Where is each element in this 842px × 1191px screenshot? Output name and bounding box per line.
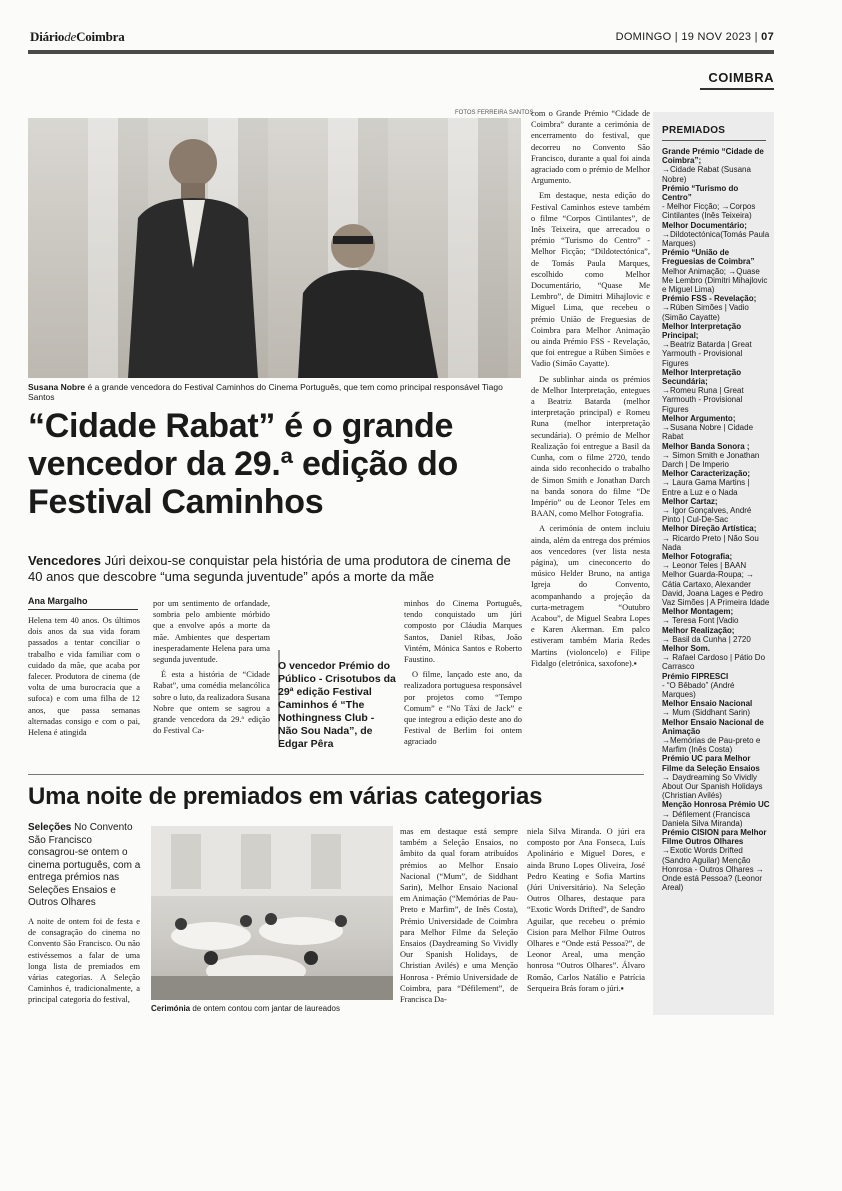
byline: Ana Margalho (28, 596, 88, 606)
award-category: Melhor Interpretação Secundária; (662, 367, 742, 387)
article-column-1 (28, 615, 140, 742)
award-winner: →Dildotectónica(Tomás Paula Marques) (662, 229, 770, 249)
caption-label: Cerimónia (151, 1004, 191, 1013)
award-item (662, 442, 770, 470)
award-item (662, 800, 770, 828)
awards-list (662, 147, 770, 892)
award-winner: →Beatriz Batarda | Great Yarmouth - Provisional Figures (662, 340, 752, 368)
award-category: Menção Honrosa Prémio UC (662, 800, 770, 810)
award-winner: → Mum (Siddhant Sarin) (662, 708, 751, 718)
award-winner: →Exotic Words Drifted (Sandro Aguilar) Menção Honrosa - Outros Olhares → Onde está Pessoa? (Leonor Areal) (662, 846, 764, 893)
award-item (662, 718, 770, 755)
pullquote: O vencedor Prémio do Público - Crisotubos da 29ª edição Festival Caminhos é “The Nothingness Club - Não Sou Nada”, de Edgar Pêra (278, 660, 396, 750)
award-category: Melhor Realização; (662, 625, 735, 635)
award-item (662, 644, 770, 672)
award-winner: →Romeu Runa | Great Yarmouth - Provisional Figures (662, 386, 744, 414)
logo-de: de (64, 29, 77, 44)
award-item (662, 497, 770, 525)
paragraph: por um sentimento de orfandade, sombria pelo ambiente mórbido que a envolve após a morte da mãe. Ambientes que despertam inesperadamente Helena para uma segunda juventude. (153, 599, 270, 665)
award-winner: → Simon Smith e Jonathan Darch | De Imperio (662, 450, 760, 469)
lead-text: No Convento São Francisco consagrou-se ontem o cinema português, com a entrega prémios nas Seleções Ensaios e Outros Olhares (28, 822, 141, 908)
award-category: Prémio “Turismo do Centro” (662, 183, 739, 203)
paragraph: Helena tem 40 anos. Os últimos dois anos da sua vida foram passados a tentar conciliar o trabalho e vida familiar com o cuidado da mãe, que acaba por falecer. Produtora de cinema (de volta de uma burocracia que a sufoca) e com uma filha de 12 anos, que passa semanas alternadas consigo e com o pai, Helena é atingida (28, 616, 140, 738)
paragraph: O filme, lançado este ano, da realizadora portuguesa responsável por projetos como “Tempo Comum” e “No Táxi de Jack” e que integrou a edição deste ano do Festival de Berlim foi ontem agraciado (404, 670, 522, 747)
award-item (662, 828, 770, 892)
award-winner: → Laura Gama Martins | Entre a Luz e o Nada (662, 478, 750, 497)
paragraph: com o Grande Prémio “Cidade de Coimbra” durante a cerimónia de encerramento do festival, que decorreu no Convento São Francisco, durante a qual foi ainda agraciado com o prémio de Melhor Argumento. (531, 109, 650, 186)
paragraph: Em destaque, nesta edição do Festival Caminhos esteve também o filme “Corpos Cintilantes”, de Inês Teixeira, que arrecadou o prémio “Turismo do Centro” - Melhor Ficção; “Dildotectónica”, de Tomás Paula Marques, escolhido como Melhor Documentário, “Quase Me Lembro”, de Dimitri Mihajlovic e Miguel Lima, que recebeu o prémio União de Freguesias de Coimbra para Melhor Animação ou ainda Prémio FSS - Revelação, que foi entregue a Rúben Simões e Vadio (Simão Cayatte). (531, 191, 650, 369)
sidebar-title: PREMIADOS (662, 125, 726, 136)
article2-column-1 (28, 916, 140, 1010)
award-item (662, 322, 770, 368)
award-category: Prémio UC para Melhor Filme da Seleção Ensaios (662, 754, 760, 773)
award-item (662, 184, 770, 221)
award-winner: → Défilement (Francisca Daniela Silva Miranda) (662, 809, 751, 828)
man-figure (113, 128, 263, 378)
award-winner: →Rúben Simões | Vadio (Simão Cayatte) (662, 303, 749, 322)
paragraph: A noite de ontem foi de festa e de consagração do cinema no Convento São Francisco. Ou não estivéssemos a falar de uma longa lista de premiados em várias categorias. A Seleção Caminhos é, tradicionalmente, a principal categoria do festival, (28, 917, 140, 1005)
article-column-4 (531, 108, 650, 673)
award-winner: - “O Bêbado” (André Marques) (662, 680, 735, 699)
photo-credit: FOTOS FERREIRA SANTOS (455, 110, 534, 116)
byline-rule (28, 609, 138, 610)
photo-background (28, 118, 521, 378)
award-item (662, 147, 770, 184)
subhead-lead: Vencedores (28, 553, 101, 568)
subhead-text: Júri deixou-se conquistar pela história de uma produtora de cinema de 40 anos que descobre “uma segunda juventude” após a morte da mãe (28, 553, 511, 584)
masthead-rule (28, 50, 774, 54)
award-item (662, 368, 770, 414)
paragraph: mas em destaque está sempre também a Seleção Ensaios, no âmbito da qual foram atribuídos prémios ao Melhor Ensaio Nacional (“Mum”, de Siddhant Sarin), Melhor Ensaio Nacional em Animação (“Memórias de Pau-Preto e Marfim”, de Inês Costa), Prémio Universidade de Coimbra para Melhor Filme da Seleção Ensaios (Daydreaming So Vividly Our Spanish Holidays, de Christian Avilés) e uma Menção Honrosa - Prémio Universidade de Coimbra, para “Défilement”, de Francisca Da- (400, 827, 518, 1005)
second-lead (28, 822, 143, 910)
award-category: Melhor Cartaz; (662, 496, 718, 506)
award-category: Melhor Caracterização; (662, 469, 751, 479)
award-category: Melhor Ensaio Nacional de Animação (662, 717, 764, 736)
award-item (662, 552, 770, 607)
subheadline (28, 553, 528, 585)
paragraph: niela Silva Miranda. O júri era composto por Ana Fonseca, Luís Apolinário e Miguel Dores, e ainda Bruno Lopes Oliveira, José Pedro Keating e Sofia Martins (Júri Universitário). Na Seleção Outros Olhares, destaque para “Exotic Words Drifted”, de Sandro Aguilar, que recebeu o prémio Cision para Melhor Filme Outros Olhares e “Onde está Pessoa?”, de Leonor Areal, uma menção honrosa “Outros Olhares”. Álvaro Romão, Carlos Natálio e Patrícia Serqueira Brás foram o júri.▪ (527, 827, 645, 993)
award-item (662, 221, 770, 249)
award-winner: - Melhor Ficção; →Corpos Cintilantes (Inês Teixeira) (662, 202, 756, 221)
ceremony-caption (151, 1004, 393, 1013)
woman-figure (298, 208, 443, 378)
main-headline: “Cidade Rabat” é o grande vencedor da 29.ª edição do Festival Caminhos (28, 407, 458, 521)
award-category: Melhor Banda Sonora ; (662, 441, 750, 451)
ceremony-scene (151, 826, 393, 1000)
section-name: COIMBRA (708, 70, 774, 85)
logo-city: Coimbra (76, 29, 125, 44)
newspaper-logo (30, 29, 125, 45)
paragraph: É esta a história de “Cidade Rabat”, uma comédia melancólica sobre o luto, da realizadora Susana Nobre que ontem se sagrou a grande vencedora da 29.ª edição do Festival Ca- (153, 670, 270, 736)
winners-photo (28, 118, 521, 378)
award-category: Melhor Interpretação Principal; (662, 321, 742, 341)
award-category: Prémio CISION para Melhor Filme Outros Olhares (662, 828, 767, 847)
award-winner: → Rafael Cardoso | Pátio Do Carrasco (662, 653, 766, 672)
award-winner: → Teresa Font |Vadio (662, 616, 739, 626)
second-headline: Uma noite de premiados em várias categorias (28, 783, 543, 810)
award-item (662, 524, 770, 552)
award-winner: → Igor Gonçalves, André Pinto | Cul-De-Sac (662, 505, 752, 525)
page-number: 07 (761, 31, 774, 43)
award-item (662, 469, 770, 497)
logo-name: Diário (30, 29, 65, 44)
photo-caption (28, 382, 521, 402)
award-category: Melhor Argumento; (662, 413, 736, 423)
paragraph: A cerimónia de ontem incluiu ainda, além da entrega dos prémios aos vencedores (ver lista nesta página), um cineconcerto do músico Helder Bruno, na antiga Igreja do Convento, acompanhando a projeção da curta-metragem “Outubro Acabou”, de Miguel Seabra Lopes e Karen Akerman. Em palco estiveram também Maria Redes Martins (violoncelo) e Filipe Fidalgo (eletrónica, saxofone).▪ (531, 524, 650, 668)
award-category: Melhor Ensaio Nacional (662, 699, 753, 709)
paragraph: minhos do Cinema Português, tendo conquistado um júri composto por Cláudia Marques Santos, Daniel Ribas, João Vintém, Mónica Santos e Roberto Faustino. (404, 599, 522, 665)
award-item (662, 248, 770, 294)
section-divider (28, 774, 644, 775)
ceremony-photo (151, 826, 393, 1000)
lead-label: Seleções (28, 822, 72, 833)
caption-name: Susana Nobre (28, 382, 86, 392)
article2-column-2 (400, 826, 518, 1009)
section-rule (700, 88, 774, 90)
award-category: Melhor Montagem; (662, 607, 734, 617)
award-category: Melhor Som. (662, 643, 711, 653)
award-winner: → Daydreaming So Vividly About Our Spanish Holidays (Christian Avilés) (662, 772, 763, 801)
award-item (662, 626, 770, 644)
award-winner: →Memórias de Pau-preto e Marfim (Inês Costa) (662, 736, 761, 755)
award-category: Prémio “União de Freguesias de Coimbra” (662, 248, 755, 267)
award-category: Melhor Fotografia; (662, 551, 733, 561)
award-winner: → Ricardo Preto | Não Sou Nada (662, 533, 759, 552)
caption-text: de ontem contou com jantar de laureados (190, 1004, 340, 1013)
article-column-3 (404, 598, 522, 752)
award-item (662, 754, 770, 800)
award-item (662, 607, 770, 625)
award-category: Prémio FIPRESCI (662, 671, 729, 681)
award-item (662, 672, 770, 700)
award-winner: →Susana Nobre | Cidade Rabat (662, 423, 754, 442)
article2-column-3 (527, 826, 645, 998)
award-winner: → Leonor Teles | BAAN Melhor Guarda-Roupa; → Cátia Cartaxo, Alexander David, Joana Lages e Pedro Vaz Simões | A Primeira Idade (662, 561, 770, 607)
award-item (662, 699, 770, 717)
award-category: Melhor Direção Artística; (662, 524, 757, 534)
date-text: DOMINGO | 19 NOV 2023 | (615, 31, 762, 43)
award-category: Grande Prémio “Cidade de Coimbra”; (662, 147, 764, 166)
award-category: Melhor Documentário; (662, 220, 747, 230)
article-column-2 (153, 598, 270, 740)
award-winner: → Basil da Cunha | 2720 (662, 634, 751, 644)
award-winner: Melhor Animação; →Quase Me Lembro (Dimitri Mihajlovic e Miguel Lima) (662, 266, 768, 295)
paragraph: De sublinhar ainda os prémios de Melhor Interpretação, entegues a Beatriz Batarda (melhor interpretação principal) e Romeu Runa (melhor interpretação secundária). O prémio de Melhor Realização foi entregue a Basil da Cunha, com o filme 2720, tendo ainda sido reconhecido o trabalho de Simon Smith e Jonathan Darch na banda sonora do filme “De Império” ou de Leonor Teles em BAAN, como Melhor Fotografia. (531, 374, 650, 519)
issue-date (616, 31, 774, 43)
award-winner: →Cidade Rabat (Susana Nobre) (662, 165, 751, 184)
caption-text: é a grande vencedora do Festival Caminhos do Cinema Português, que tem como principal responsável Tiago Santos (28, 382, 503, 402)
award-item (662, 414, 770, 442)
award-category: Prémio FSS - Revelação; (662, 294, 757, 304)
award-item (662, 294, 770, 322)
sidebar-rule (662, 140, 766, 141)
